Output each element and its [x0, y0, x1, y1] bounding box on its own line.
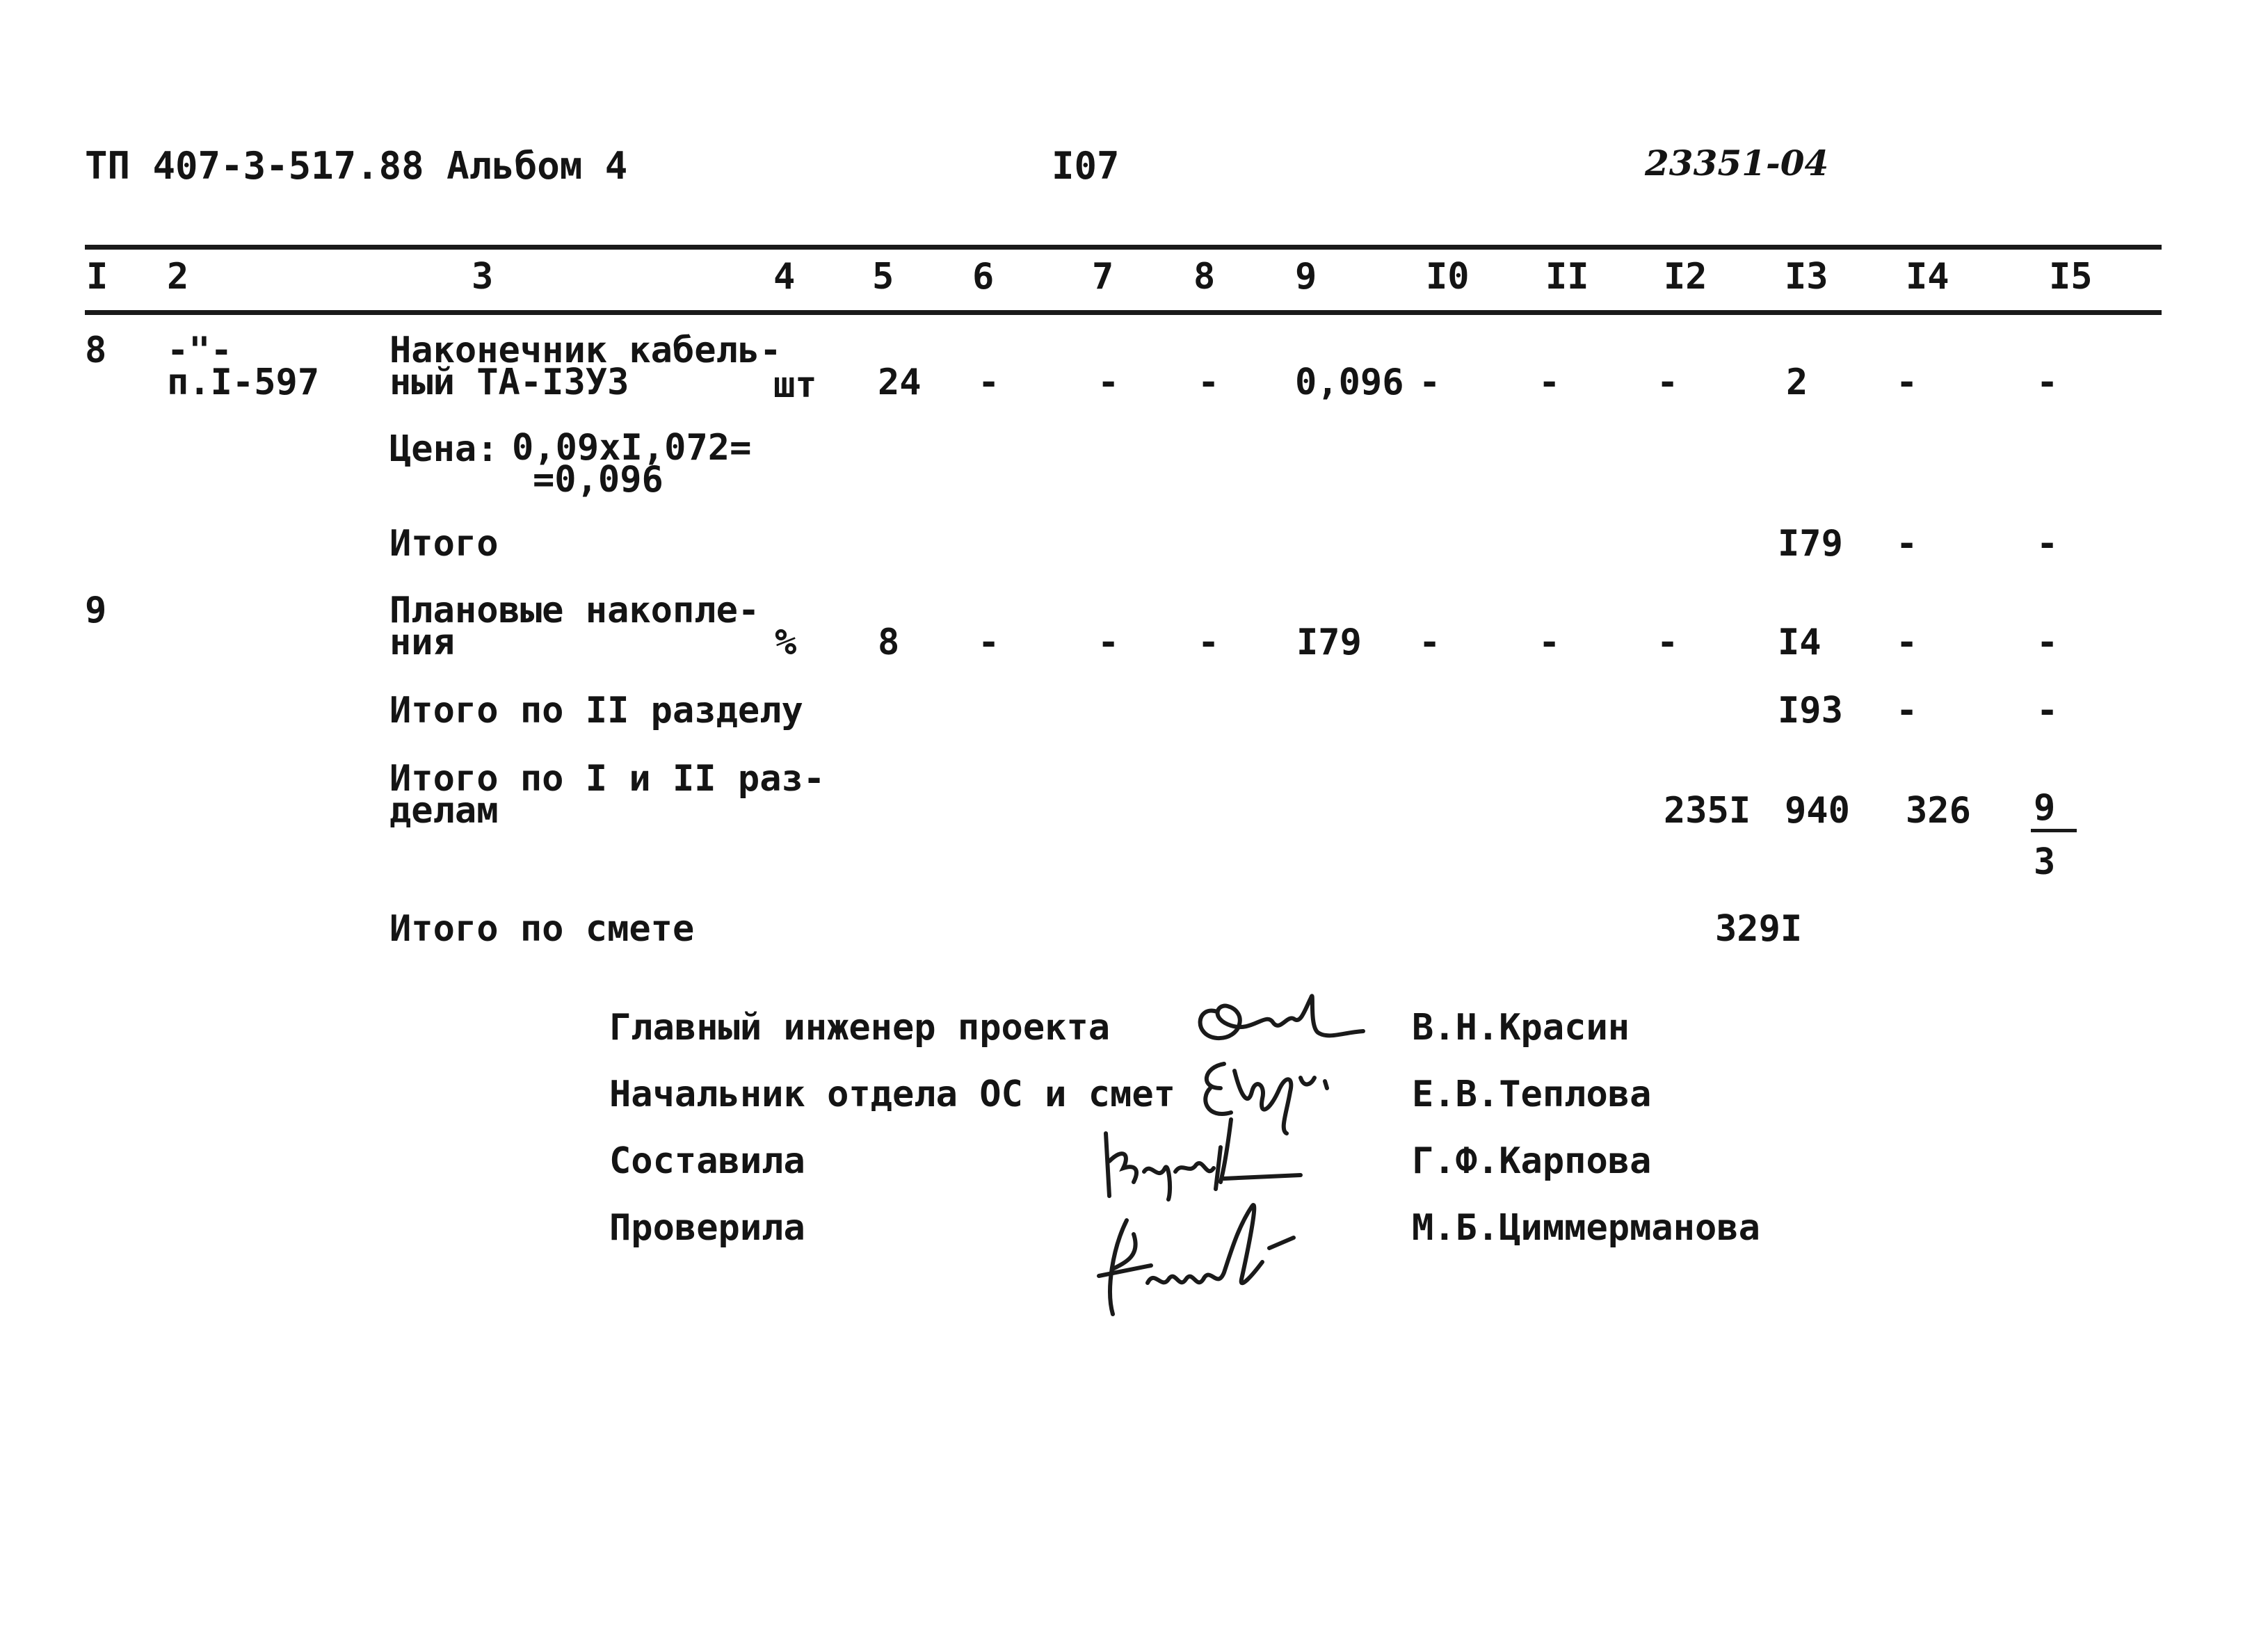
col-header-4: 4 [773, 256, 796, 298]
row-name-line1: Плановые накопле- [389, 590, 760, 631]
row-col15: - [2036, 362, 2059, 403]
row-col14: - [1896, 362, 1918, 403]
price-line1: 0,09хI,072= [512, 427, 752, 469]
row-col7: - [1097, 362, 1120, 403]
col-header-13: I3 [1785, 256, 1828, 298]
signatory-role: Проверила [609, 1207, 805, 1249]
col-header-3: 3 [472, 256, 494, 298]
row-col10: - [1419, 622, 1441, 663]
section-total-col15: - [2036, 690, 2059, 731]
row-name-line2: ный ТА-I3УЗ [389, 362, 629, 403]
signatory-role: Начальник отдела ОС и смет [609, 1074, 1175, 1115]
row-col12: - [1657, 622, 1679, 663]
combined-total-col15-numerator: 9 [2034, 787, 2056, 829]
price-line2: =0,096 [533, 459, 663, 501]
row-col10: - [1419, 362, 1441, 403]
col-header-2: 2 [167, 256, 189, 298]
row-unit: % [775, 622, 797, 663]
col-header-10: I0 [1426, 256, 1470, 298]
row-col9: 0,096 [1295, 362, 1404, 403]
estimate-total-label: Итого по смете [389, 908, 695, 950]
row-number: 8 [85, 330, 107, 371]
document-ref: ТП 407-3-517.88 Альбом 4 [85, 144, 628, 188]
header-top-rule [85, 245, 2162, 250]
subtotal-col14: - [1896, 523, 1918, 565]
section-total-col14: - [1896, 690, 1918, 731]
row-qty: 8 [878, 622, 900, 663]
combined-total-label-line1: Итого по I и II раз- [389, 758, 826, 800]
row-col7: - [1097, 622, 1120, 663]
row-col13: I4 [1778, 622, 1821, 663]
subtotal-col15: - [2036, 523, 2059, 565]
row-unit: шт [773, 364, 817, 406]
row-col6: - [978, 362, 1000, 403]
row-col11: - [1538, 622, 1561, 663]
page-number: I07 [1052, 144, 1120, 188]
price-label: Цена: [389, 428, 499, 470]
header-bottom-rule [85, 310, 2162, 315]
col-header-6: 6 [972, 256, 995, 298]
combined-total-col14: 326 [1906, 790, 1971, 832]
row-qty: 24 [878, 362, 922, 403]
row-name-line1: Наконечник кабель- [389, 330, 782, 371]
signatory-name: Е.В.Теплова [1412, 1074, 1652, 1115]
combined-total-col12: 235I [1664, 790, 1751, 832]
row-col13: 2 [1786, 362, 1808, 403]
row-col14: - [1896, 622, 1918, 663]
signature-reviewer [1085, 1186, 1321, 1325]
row-col6: - [978, 622, 1000, 663]
row-name-line2: ния [389, 622, 455, 663]
row-col8: - [1198, 362, 1220, 403]
row-col9: I79 [1296, 622, 1362, 663]
section-total-label: Итого по II разделу [389, 690, 803, 731]
col-header-14: I4 [1906, 256, 1949, 298]
signatory-name: Г.Ф.Карпова [1412, 1140, 1652, 1182]
col-header-5: 5 [872, 256, 894, 298]
combined-total-col15-denominator: 3 [2034, 841, 2056, 883]
subtotal-label: Итого [389, 523, 499, 565]
subtotal-col13: I79 [1778, 523, 1843, 565]
row-col12: - [1657, 362, 1679, 403]
row-code-line1: -"- [167, 330, 232, 371]
col-header-15: I5 [2049, 256, 2093, 298]
signatory-name: М.Б.Циммерманова [1412, 1207, 1760, 1249]
combined-total-col13: 940 [1785, 790, 1850, 832]
section-total-col13: I93 [1778, 690, 1843, 731]
signature-chief-engineer [1189, 984, 1370, 1060]
estimate-total-value: 329I [1715, 908, 1803, 950]
col-header-8: 8 [1193, 256, 1216, 298]
row-number: 9 [85, 590, 107, 631]
col-header-7: 7 [1092, 256, 1114, 298]
handwritten-code: 23351-04 [1645, 143, 1829, 184]
signatory-role: Главный инженер проекта [609, 1007, 1111, 1049]
col-header-12: I2 [1664, 256, 1707, 298]
row-col8: - [1198, 622, 1220, 663]
signatory-name: В.Н.Красин [1412, 1007, 1630, 1049]
col-header-11: II [1545, 256, 1589, 298]
row-col11: - [1538, 362, 1561, 403]
combined-total-label-line2: делам [389, 790, 499, 832]
signatory-role: Составила [609, 1140, 805, 1182]
row-col15: - [2036, 622, 2059, 663]
col-header-1: I [86, 256, 108, 298]
row-code-line2: п.I-597 [167, 362, 320, 403]
fraction-line [2031, 829, 2077, 832]
col-header-9: 9 [1295, 256, 1317, 298]
